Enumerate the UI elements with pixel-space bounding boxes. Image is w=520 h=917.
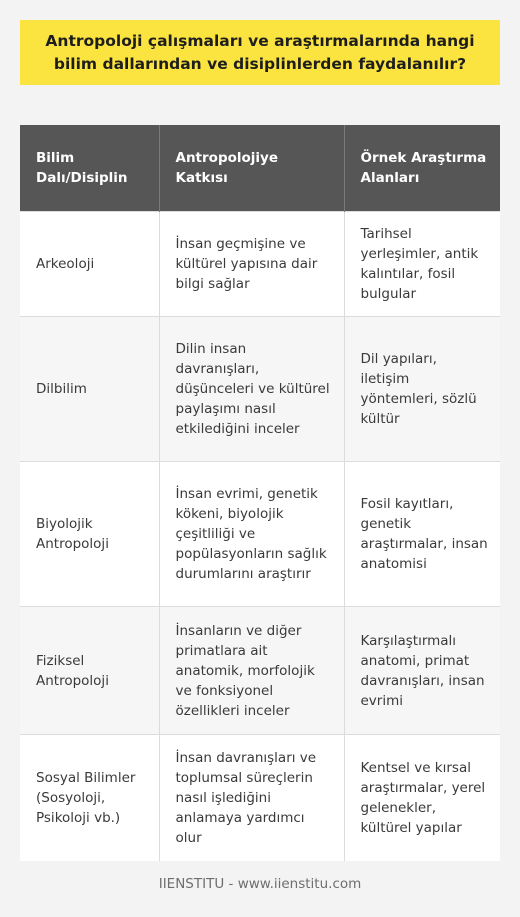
cell-contribution: İnsanların ve diğer primatlara ait anatomik, morfolojik ve fonksiyonel özellikleri inceler [159,607,344,735]
cell-research-areas: Dil yapıları, iletişim yöntemleri, sözlü kültür [344,317,500,462]
cell-research-areas: Tarihsel yerleşimler, antik kalıntılar, fosil bulgular [344,212,500,317]
cell-discipline: Fiziksel Antropoloji [20,607,159,735]
table-row [20,212,500,317]
column-header-discipline: Bilim Dalı/Disiplin [20,125,159,212]
cell-contribution: İnsan geçmişine ve kültürel yapısına dair bilgi sağlar [159,212,344,317]
cell-contribution: İnsan davranışları ve toplumsal süreçlerin nasıl işlediğini anlamaya yardımcı olur [159,735,344,862]
cell-discipline: Sosyal Bilimler (Sosyoloji, Psikoloji vb.) [20,735,159,862]
cell-research-areas: Fosil kayıtları, genetik araştırmalar, insan anatomisi [344,462,500,607]
disciplines-table [20,125,500,861]
table-header-row [20,125,500,212]
title-banner [20,20,500,85]
cell-contribution: İnsan evrimi, genetik kökeni, biyolojik çeşitliliği ve popülasyonların sağlık durumlarını araştırır [159,462,344,607]
cell-discipline: Dilbilim [20,317,159,462]
cell-discipline: Biyolojik Antropoloji [20,462,159,607]
cell-research-areas: Kentsel ve kırsal araştırmalar, yerel gelenekler, kültürel yapılar [344,735,500,862]
table-row [20,735,500,862]
page-title: Antropoloji çalışmaları ve araştırmalarında hangi bilim dallarından ve disiplinlerden faydalanılır? [45,31,475,73]
cell-research-areas: Karşılaştırmalı anatomi, primat davranışları, insan evrimi [344,607,500,735]
table-row [20,607,500,735]
table-row [20,462,500,607]
column-header-contribution: Antropolojiye Katkısı [159,125,344,212]
cell-discipline: Arkeoloji [20,212,159,317]
cell-contribution: Dilin insan davranışları, düşünceleri ve kültürel paylaşımı nasıl etkilediğini inceler [159,317,344,462]
column-header-research-areas: Örnek Araştırma Alanları [344,125,500,212]
footer-credit: IIENSTITU - www.iienstitu.com [158,876,362,892]
table-row [20,317,500,462]
